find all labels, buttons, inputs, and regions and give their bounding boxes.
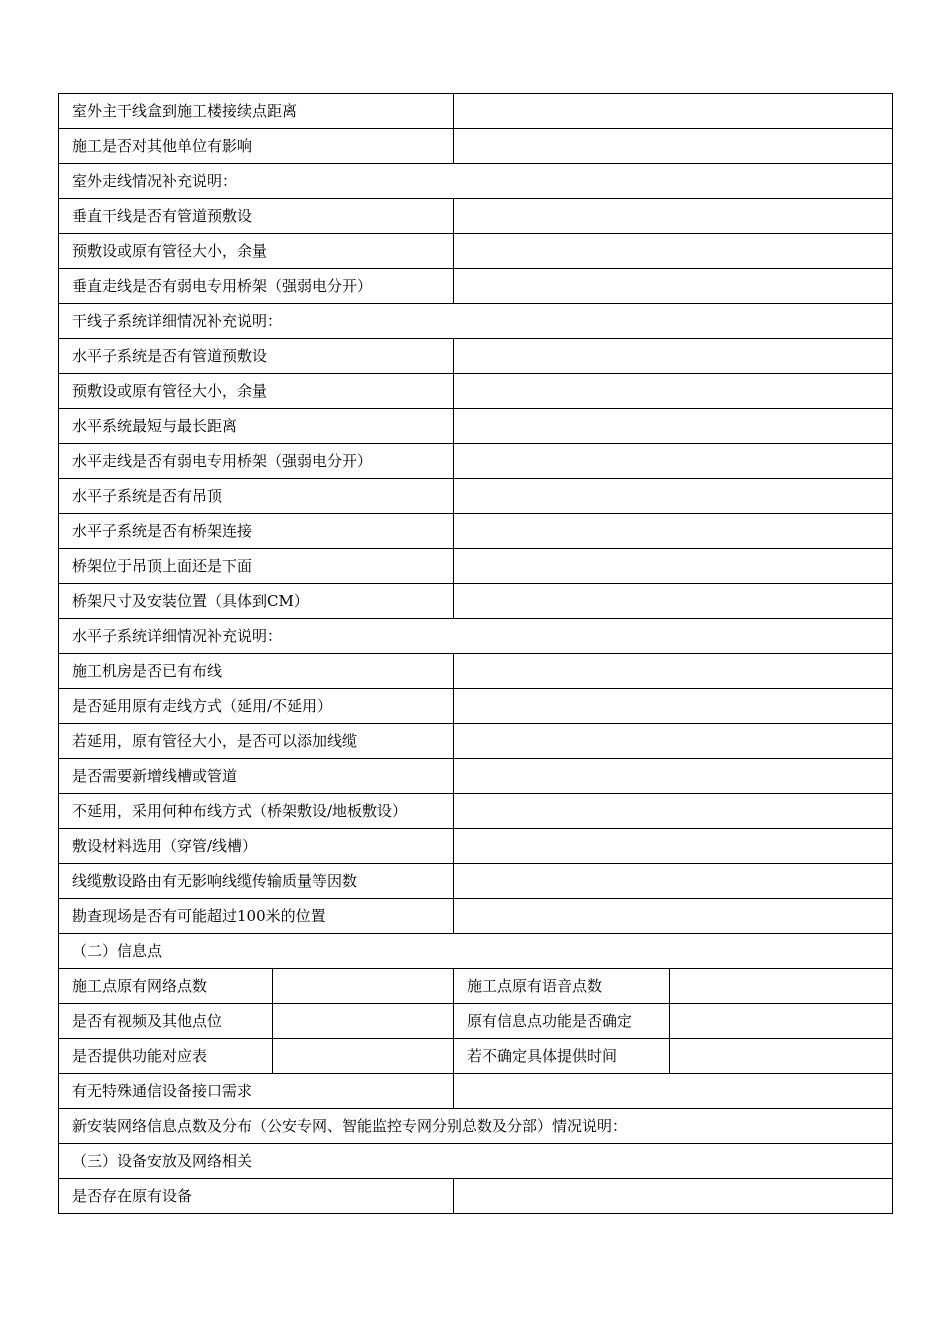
field-label: 垂直干线是否有管道预敷设 [59,199,454,234]
field-value-cell[interactable] [454,444,893,479]
table-row [59,164,893,199]
table-row [59,724,893,759]
table-row [59,1179,893,1214]
note-outdoor-cabling[interactable]: 室外走线情况补充说明： [59,164,893,199]
field-label: 勘查现场是否有可能超过100米的位置 [59,899,454,934]
field-value-cell[interactable] [454,1179,893,1214]
field-label: 施工是否对其他单位有影响 [59,129,454,164]
survey-form-table [58,93,893,1214]
field-value-cell[interactable] [454,759,893,794]
field-value-cell[interactable] [273,969,454,1004]
field-label: 预敷设或原有管径大小，余量 [59,374,454,409]
field-label: 桥架位于吊顶上面还是下面 [59,549,454,584]
table-row [59,654,893,689]
field-label: 是否有视频及其他点位 [59,1004,273,1039]
table-row [59,934,893,969]
field-value-cell[interactable] [273,1004,454,1039]
table-row [59,129,893,164]
field-value-cell[interactable] [454,899,893,934]
table-row [59,269,893,304]
field-label: 是否延用原有走线方式（延用/不延用） [59,689,454,724]
field-label: 水平子系统是否有吊顶 [59,479,454,514]
table-row [59,374,893,409]
field-value-cell[interactable] [454,514,893,549]
section-heading-info-points: （二）信息点 [59,934,893,969]
table-row [59,479,893,514]
field-value-cell[interactable] [454,234,893,269]
field-value-cell[interactable] [454,199,893,234]
field-value-cell[interactable] [670,1004,893,1039]
table-row [59,829,893,864]
table-row [59,969,893,1004]
table-row [59,339,893,374]
table-row [59,794,893,829]
field-value-cell[interactable] [454,584,893,619]
field-value-cell[interactable] [454,864,893,899]
table-row [59,94,893,129]
field-label: 水平系统最短与最长距离 [59,409,454,444]
table-row [59,864,893,899]
note-horizontal-subsystem[interactable]: 水平子系统详细情况补充说明： [59,619,893,654]
field-label: 施工机房是否已有布线 [59,654,454,689]
field-value-cell[interactable] [670,969,893,1004]
field-value-cell[interactable] [454,409,893,444]
table-row [59,619,893,654]
table-row [59,899,893,934]
field-value-cell[interactable] [454,129,893,164]
field-value-cell[interactable] [454,689,893,724]
field-label: 若不确定具体提供时间 [454,1039,670,1074]
field-label: 施工点原有语音点数 [454,969,670,1004]
field-label: 原有信息点功能是否确定 [454,1004,670,1039]
section-heading-equipment: （三）设备安放及网络相关 [59,1144,893,1179]
field-value-cell[interactable] [454,829,893,864]
field-value-cell[interactable] [454,549,893,584]
table-row [59,1109,893,1144]
field-label: 施工点原有网络点数 [59,969,273,1004]
field-label: 水平走线是否有弱电专用桥架（强弱电分开） [59,444,454,479]
field-value-cell[interactable] [670,1039,893,1074]
table-row [59,549,893,584]
field-label: 线缆敷设路由有无影响线缆传输质量等因数 [59,864,454,899]
field-label: 桥架尺寸及安装位置（具体到CM） [59,584,454,619]
table-row [59,584,893,619]
field-label: 是否存在原有设备 [59,1179,454,1214]
field-value-cell[interactable] [454,654,893,689]
field-label: 敷设材料选用（穿管/线槽） [59,829,454,864]
table-row [59,514,893,549]
table-row [59,1004,893,1039]
table-row [59,1144,893,1179]
table-row [59,409,893,444]
field-label: 是否提供功能对应表 [59,1039,273,1074]
table-row [59,1074,893,1109]
field-value-cell[interactable] [454,724,893,759]
table-row [59,199,893,234]
field-label: 不延用，采用何种布线方式（桥架敷设/地板敷设） [59,794,454,829]
table-row [59,444,893,479]
table-row [59,1039,893,1074]
note-new-info-points[interactable]: 新安装网络信息点数及分布（公安专网、智能监控专网分别总数及分部）情况说明： [59,1109,893,1144]
field-label: 若延用，原有管径大小，是否可以添加线缆 [59,724,454,759]
field-label: 室外主干线盒到施工楼接续点距离 [59,94,454,129]
field-value-cell[interactable] [454,339,893,374]
table-row [59,234,893,269]
field-value-cell[interactable] [454,479,893,514]
note-trunk-subsystem[interactable]: 干线子系统详细情况补充说明： [59,304,893,339]
table-row [59,759,893,794]
field-value-cell[interactable] [454,374,893,409]
table-row [59,304,893,339]
field-label: 有无特殊通信设备接口需求 [59,1074,454,1109]
field-value-cell[interactable] [454,269,893,304]
field-value-cell[interactable] [454,794,893,829]
field-value-cell[interactable] [454,94,893,129]
table-row [59,689,893,724]
field-label: 预敷设或原有管径大小，余量 [59,234,454,269]
field-label: 垂直走线是否有弱电专用桥架（强弱电分开） [59,269,454,304]
field-label: 水平子系统是否有桥架连接 [59,514,454,549]
field-value-cell[interactable] [273,1039,454,1074]
field-value-cell[interactable] [454,1074,893,1109]
field-label: 水平子系统是否有管道预敷设 [59,339,454,374]
field-label: 是否需要新增线槽或管道 [59,759,454,794]
